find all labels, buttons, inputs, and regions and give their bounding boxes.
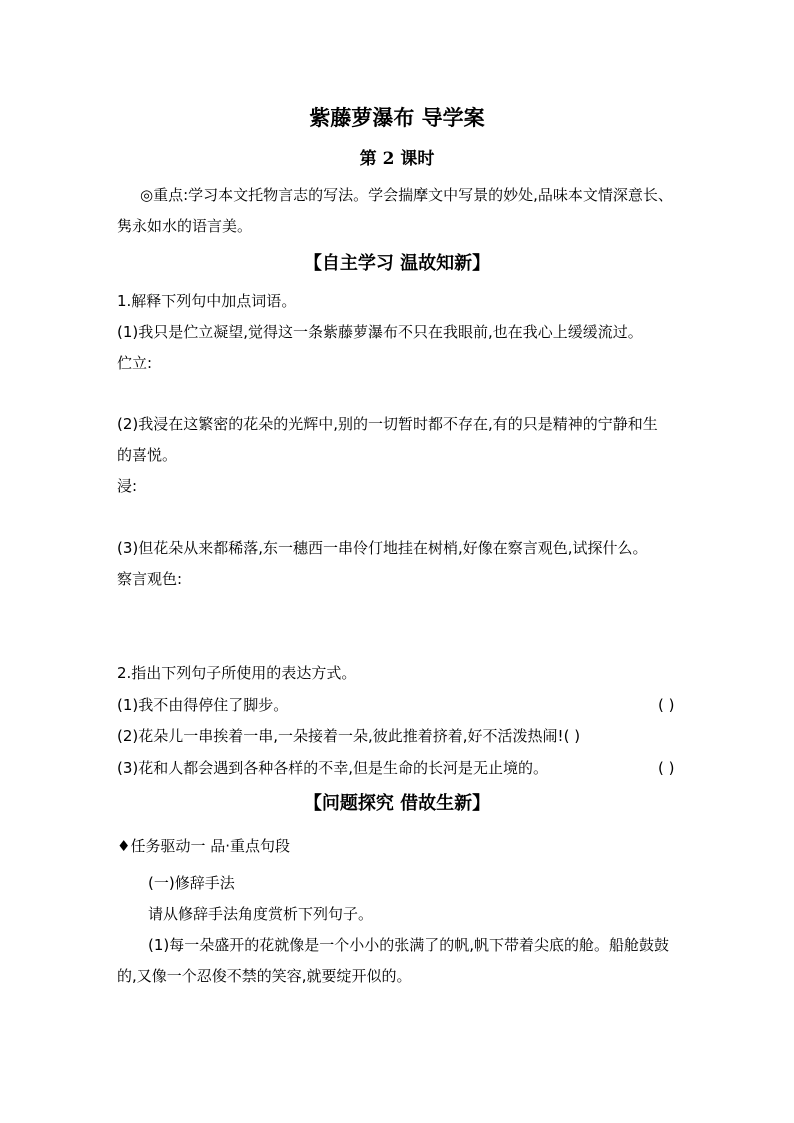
- question-2-sentence-1: (1)我不由得停住了脚步。: [117, 696, 289, 714]
- instruction-text: 请从修辞手法角度赏析下列句子。: [148, 905, 374, 923]
- task-driver-1: ♦任务驱动一 品·重点句段: [117, 837, 290, 855]
- sentence-1-line-1: (1)每一朵盛开的花就像是一个小小的张满了的帆,帆下带着尖底的舱。船舱鼓鼓: [148, 936, 670, 954]
- sentence-1-line-2: 的,又像一个忍俊不禁的笑容,就要绽开似的。: [117, 967, 412, 985]
- section-heading-inquiry: 【问题探究 借故生新】: [303, 793, 491, 814]
- objective-line-2: 隽永如水的语言美。: [117, 217, 253, 235]
- question-1-sentence-3: (3)但花朵从来都稀落,东一穗西一串伶仃地挂在树梢,好像在察言观色,试探什么。: [117, 539, 648, 557]
- question-1-sentence-1: (1)我只是伫立凝望,觉得这一条紫藤萝瀑布不只在我眼前,也在我心上缓缓流过。: [117, 323, 643, 341]
- question-2-stem: 2.指出下列句子所使用的表达方式。: [117, 664, 357, 682]
- question-2-answer-blank-3: ( ): [658, 759, 675, 777]
- question-1-answer-2-label: 浸:: [117, 477, 138, 495]
- document-title: 紫藤萝瀑布 导学案: [309, 105, 485, 130]
- question-1-stem: 1.解释下列句中加点词语。: [117, 292, 297, 310]
- question-2-sentence-2: (2)花朵儿一串挨着一串,一朵接着一朵,彼此推着挤着,好不活泼热闹!( ): [117, 727, 581, 745]
- question-1-sentence-2-line-2: 的喜悦。: [117, 446, 178, 464]
- question-2-answer-blank-1: ( ): [658, 696, 675, 714]
- question-2-sentence-3: (3)花和人都会遇到各种各样的不幸,但是生命的长河是无止境的。: [117, 759, 549, 777]
- section-heading-self-study: 【自主学习 温故知新】: [303, 253, 491, 274]
- lesson-subtitle: 第 2 课时: [359, 149, 435, 169]
- question-1-answer-3-label: 察言观色:: [117, 570, 183, 588]
- question-1-answer-1-label: 伫立:: [117, 354, 153, 372]
- objective-line-1: ◎重点:学习本文托物言志的写法。学会揣摩文中写景的妙处,品味本文情深意长、: [140, 186, 673, 204]
- question-1-sentence-2-line-1: (2)我浸在这繁密的花朵的光辉中,别的一切暂时都不存在,有的只是精神的宁静和生: [117, 415, 658, 433]
- subheading-rhetoric: (一)修辞手法: [148, 874, 235, 892]
